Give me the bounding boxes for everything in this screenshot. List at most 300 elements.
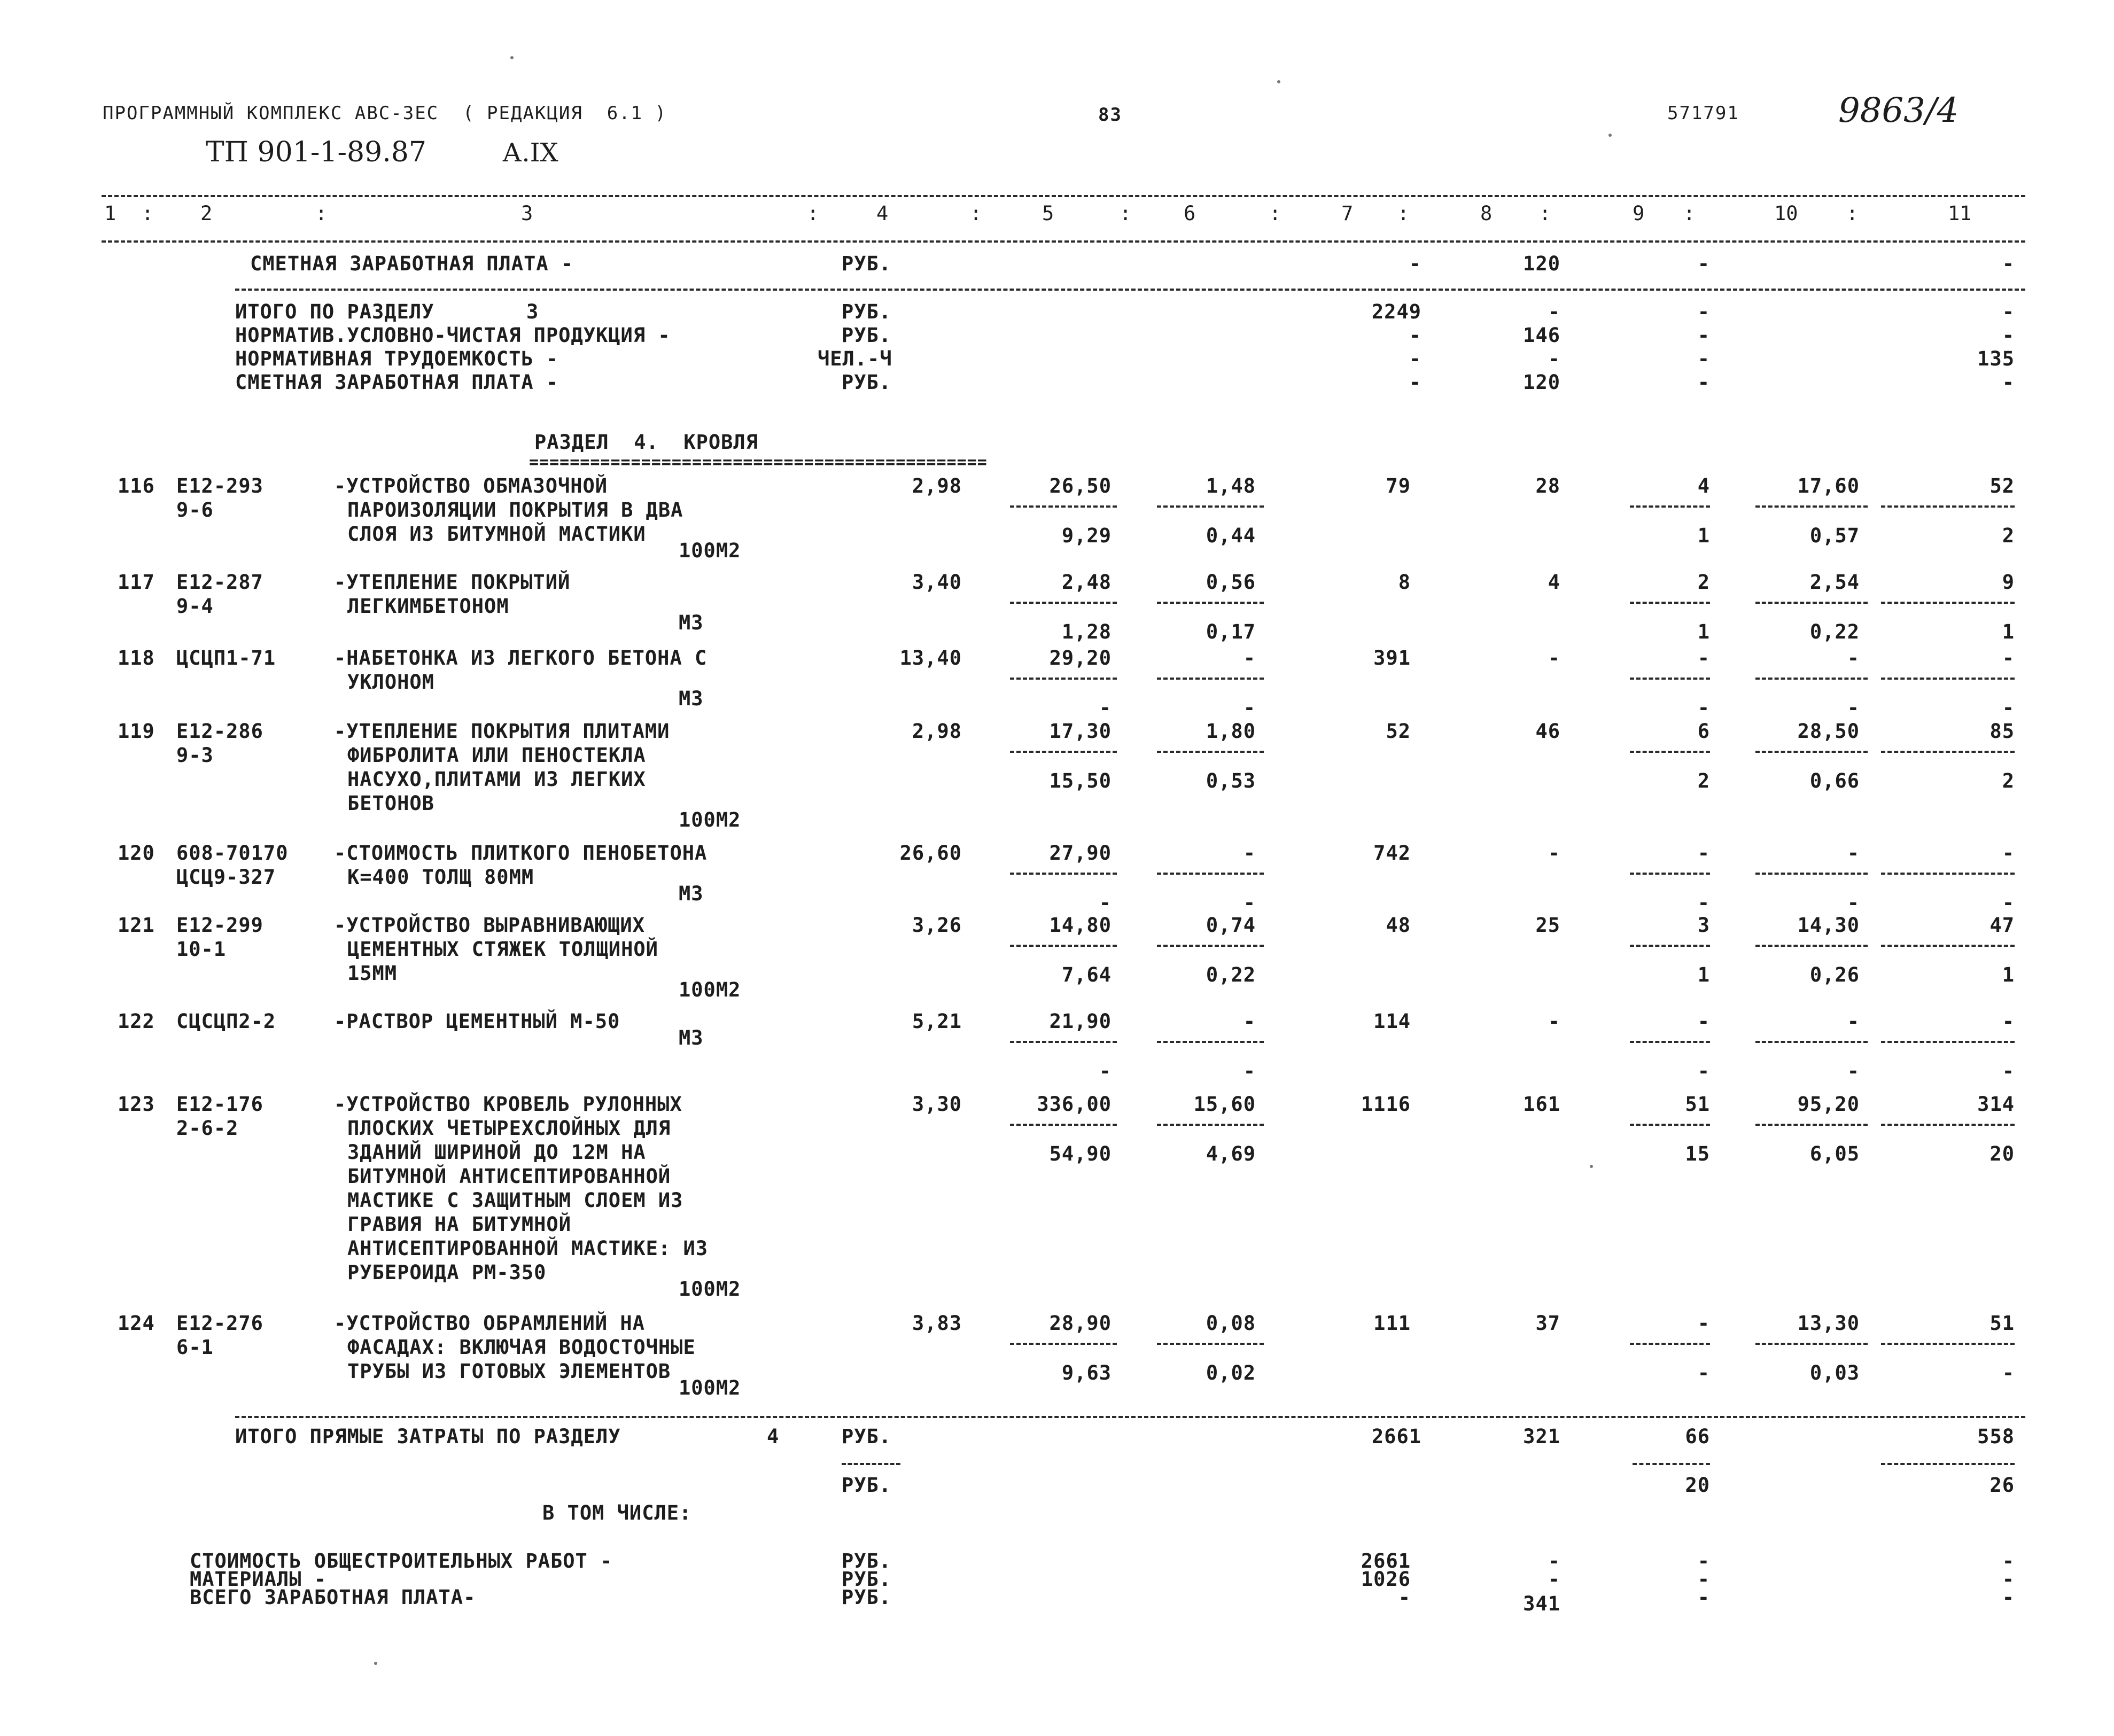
prev-row-label: СМЕТНАЯ ЗАРАБОТНАЯ ПЛАТА - — [235, 371, 559, 394]
item-code-2: 6-1 — [176, 1336, 214, 1359]
item-c7: 391 — [1373, 647, 1411, 670]
item-code: Е12-286 — [176, 720, 263, 743]
total-row-unit: РУБ. — [842, 1550, 892, 1572]
item-description-line: ГРАВИЯ НА БИТУМНОЙ — [347, 1213, 571, 1236]
item-c8: - — [1548, 647, 1560, 670]
column-separator: : — [1269, 202, 1281, 225]
section-title-underline: ============================================= — [529, 453, 988, 472]
item-divider — [1755, 678, 1868, 680]
direct-total-c11: 558 — [1977, 1425, 2015, 1448]
item-c11-wage: - — [2002, 696, 2015, 719]
total-row-c9: - — [1697, 1586, 1710, 1609]
item-code: Е12-299 — [176, 914, 263, 937]
column-number: 2 — [200, 202, 213, 225]
prev-total-c11: - — [2002, 300, 2015, 323]
prev-row-label: НОРМАТИВНАЯ ТРУДОЕМКОСТЬ - — [235, 347, 559, 370]
item-unit: М3 — [679, 611, 704, 634]
item-divider — [1157, 505, 1264, 508]
item-description-line: -НАБЕТОНКА ИЗ ЛЕГКОГО БЕТОНА С — [334, 647, 708, 670]
item-divider — [1157, 602, 1264, 604]
item-description-line: -УСТРОЙСТВО КРОВЕЛЬ РУЛОННЫХ — [334, 1093, 682, 1116]
item-description-line: 15ММ — [347, 962, 398, 985]
item-description-line: ПАРОИЗОЛЯЦИИ ПОКРЫТИЯ В ДВА — [347, 499, 683, 521]
item-c10: 95,20 — [1797, 1093, 1860, 1116]
item-divider — [1157, 1124, 1264, 1126]
item-c8: 28 — [1535, 474, 1560, 497]
item-c6: - — [1243, 842, 1256, 865]
item-number: 116 — [118, 474, 155, 497]
prev-row-unit: РУБ. — [842, 371, 892, 394]
prev-row-unit: РУБ. — [842, 324, 892, 347]
item-c5-wage: 54,90 — [1049, 1142, 1112, 1165]
item-c11-wage: 20 — [1989, 1142, 2015, 1165]
scan-speck — [374, 1662, 377, 1665]
item-c10: 14,30 — [1797, 914, 1860, 937]
item-c4: 2,98 — [912, 474, 962, 497]
item-c11-wage: - — [2002, 1361, 2015, 1384]
prev-row-c7: - — [1409, 371, 1421, 394]
item-code-2: ЦСЦ9-327 — [176, 866, 276, 889]
item-description-line: НАСУХО,ПЛИТАМИ ИЗ ЛЕГКИХ — [347, 768, 646, 791]
item-c10-wage: 0,22 — [1809, 620, 1860, 643]
item-divider — [1755, 873, 1868, 875]
item-c6-wage: 0,17 — [1206, 620, 1256, 643]
item-divider — [1755, 945, 1868, 947]
item-c5: 27,90 — [1049, 842, 1112, 865]
prev-row-c11: - — [2002, 324, 2015, 347]
including-label: В ТОМ ЧИСЛЕ: — [542, 1501, 692, 1524]
item-c6: 0,56 — [1206, 571, 1256, 594]
direct-total-label: ИТОГО ПРЯМЫЕ ЗАТРАТЫ ПО РАЗДЕЛУ — [235, 1425, 621, 1448]
totals-rule — [235, 1416, 2025, 1418]
project-code: ТП 901-1-89.87 — [206, 136, 426, 168]
item-code: 608-70170 — [176, 842, 289, 865]
item-c9: - — [1697, 647, 1710, 670]
item-c11-wage: 2 — [2002, 769, 2015, 792]
prev-section-rule — [235, 289, 2025, 291]
item-c10-wage: 0,26 — [1809, 963, 1860, 986]
item-c7: 1116 — [1361, 1093, 1411, 1116]
item-code-2: 9-3 — [176, 744, 214, 767]
item-c4: 26,60 — [899, 842, 962, 865]
item-divider — [1630, 873, 1710, 875]
item-c5: 29,20 — [1049, 647, 1112, 670]
column-separator: : — [315, 202, 328, 225]
direct-total-subrule-c9 — [1633, 1463, 1710, 1465]
prev-row-c8: 120 — [1523, 371, 1560, 394]
item-c5-wage: 1,28 — [1061, 620, 1112, 643]
item-c8: 37 — [1535, 1312, 1560, 1335]
item-c6: - — [1243, 1010, 1256, 1033]
column-number: 4 — [876, 202, 889, 225]
prev-row-label: НОРМАТИВ.УСЛОВНО-ЧИСТАЯ ПРОДУКЦИЯ - — [235, 324, 671, 347]
prev-total-unit: РУБ. — [842, 300, 892, 323]
item-c5-wage: - — [1099, 891, 1112, 914]
total-row-c7: 1026 — [1361, 1568, 1411, 1591]
item-c11-wage: 2 — [2002, 524, 2015, 547]
column-number: 11 — [1948, 202, 1972, 225]
item-code-2: 2-6-2 — [176, 1117, 239, 1140]
item-description-line: ФАСАДАХ: ВКЛЮЧАЯ ВОДОСТОЧНЫЕ — [347, 1336, 696, 1359]
item-c10-wage: - — [1847, 696, 1860, 719]
item-c4: 13,40 — [899, 647, 962, 670]
total-row-c8: 341 — [1523, 1592, 1560, 1615]
item-divider — [1157, 1343, 1264, 1345]
item-c5: 14,80 — [1049, 914, 1112, 937]
item-description-line: -УСТРОЙСТВО ВЫРАВНИВАЮЩИХ — [334, 914, 645, 937]
item-unit: М3 — [679, 1026, 704, 1049]
item-c11: 52 — [1989, 474, 2015, 497]
item-c5-wage: 7,64 — [1061, 963, 1112, 986]
column-separator: : — [807, 202, 819, 225]
prev-total-c7: 2249 — [1371, 300, 1421, 323]
item-c9: - — [1697, 842, 1710, 865]
item-c5: 26,50 — [1049, 474, 1112, 497]
item-c11: 47 — [1989, 914, 2015, 937]
item-c11: 9 — [2002, 571, 2015, 594]
direct-total-c9b: 20 — [1685, 1474, 1710, 1497]
prev-wage-c11: - — [2002, 252, 2015, 275]
item-c9-wage: - — [1697, 891, 1710, 914]
archive-number: 9863/4 — [1838, 91, 1959, 130]
item-divider — [1157, 945, 1264, 947]
direct-total-subrule-c11 — [1881, 1463, 2015, 1465]
total-row-label: СТОИМОСТЬ ОБЩЕСТРОИТЕЛЬНЫХ РАБОТ - — [190, 1550, 613, 1572]
item-divider — [1630, 1041, 1710, 1043]
item-divider — [1010, 678, 1117, 680]
prev-row-c11: 135 — [1977, 347, 2015, 370]
header-rule-top — [102, 195, 2025, 197]
item-divider — [1010, 1343, 1117, 1345]
item-c4: 3,26 — [912, 914, 962, 937]
item-c6: 0,08 — [1206, 1312, 1256, 1335]
item-c8: 4 — [1548, 571, 1560, 594]
column-number: 10 — [1774, 202, 1798, 225]
direct-total-unit-b: РУБ. — [842, 1474, 892, 1497]
item-number: 118 — [118, 647, 155, 670]
item-divider — [1881, 751, 2015, 753]
scan-speck — [510, 56, 514, 59]
item-divider — [1157, 678, 1264, 680]
item-c11: - — [2002, 647, 2015, 670]
item-c10: 17,60 — [1797, 474, 1860, 497]
total-row-c7: 2661 — [1361, 1550, 1411, 1572]
item-c7: 48 — [1386, 914, 1411, 937]
item-c10: 28,50 — [1797, 720, 1860, 743]
item-divider — [1755, 751, 1868, 753]
total-row-c11: - — [2002, 1568, 2015, 1591]
total-row-label: ВСЕГО ЗАРАБОТНАЯ ПЛАТА- — [190, 1586, 476, 1609]
item-divider — [1881, 945, 2015, 947]
total-row-unit: РУБ. — [842, 1568, 892, 1591]
item-description-line: -УСТРОЙСТВО ОБМАЗОЧНОЙ — [334, 474, 608, 497]
item-c11-wage: 1 — [2002, 963, 2015, 986]
total-row-c9: - — [1697, 1568, 1710, 1591]
total-row-c7: - — [1398, 1586, 1411, 1609]
item-c6-wage: 0,02 — [1206, 1361, 1256, 1384]
item-c6-wage: 0,22 — [1206, 963, 1256, 986]
item-c8: - — [1548, 842, 1560, 865]
scan-speck — [1608, 134, 1612, 137]
item-description-line: ЛЕГКИМБЕТОНОМ — [347, 595, 509, 618]
item-number: 117 — [118, 571, 155, 594]
item-c9-wage: 2 — [1697, 769, 1710, 792]
item-code: Е12-276 — [176, 1312, 263, 1335]
prev-row-c9: - — [1697, 324, 1710, 347]
item-divider — [1630, 505, 1710, 508]
item-c10-wage: 0,03 — [1809, 1361, 1860, 1384]
item-c11-wage: - — [2002, 891, 2015, 914]
item-unit: М3 — [679, 882, 704, 905]
item-divider — [1630, 602, 1710, 604]
item-c10: - — [1847, 1010, 1860, 1033]
prev-wage-c9: - — [1697, 252, 1710, 275]
item-divider — [1881, 1041, 2015, 1043]
item-c10-wage: 6,05 — [1809, 1142, 1860, 1165]
item-description-line: СЛОЯ ИЗ БИТУМНОЙ МАСТИКИ — [347, 523, 646, 546]
prev-wage-c8: 120 — [1523, 252, 1560, 275]
item-description-line: БИТУМНОЙ АНТИСЕПТИРОВАННОЙ — [347, 1165, 671, 1188]
item-c8: 161 — [1523, 1093, 1560, 1116]
item-c9-wage: 1 — [1697, 620, 1710, 643]
item-c7: 114 — [1373, 1010, 1411, 1033]
item-c9-wage: 15 — [1685, 1142, 1710, 1165]
item-divider — [1630, 1343, 1710, 1345]
item-description-line: -УТЕПЛЕНИЕ ПОКРЫТИЙ — [334, 571, 571, 594]
item-c7: 742 — [1373, 842, 1411, 865]
item-c5: 28,90 — [1049, 1312, 1112, 1335]
item-divider — [1157, 1041, 1264, 1043]
item-code-2: 9-6 — [176, 499, 214, 521]
item-c9-wage: - — [1697, 1060, 1710, 1083]
item-c9: 3 — [1697, 914, 1710, 937]
direct-total-c8: 321 — [1523, 1425, 1560, 1448]
item-c9: 4 — [1697, 474, 1710, 497]
item-unit: М3 — [679, 687, 704, 710]
item-c10: 2,54 — [1809, 571, 1860, 594]
direct-total-c7: 2661 — [1371, 1425, 1421, 1448]
item-description-line: ЗДАНИЙ ШИРИНОЙ ДО 12М НА — [347, 1141, 646, 1164]
item-c6-wage: - — [1243, 891, 1256, 914]
direct-total-unit: РУБ. — [842, 1425, 892, 1448]
column-number: 6 — [1184, 202, 1196, 225]
item-c11: 51 — [1989, 1312, 2015, 1335]
program-header: ПРОГРАММНЫЙ КОМПЛЕКС АВС-3ЕС ( РЕДАКЦИЯ 6.1 ) — [103, 103, 667, 124]
item-c9-wage: - — [1697, 1361, 1710, 1384]
item-description-line: ПЛОСКИХ ЧЕТЫРЕХСЛОЙНЫХ ДЛЯ — [347, 1117, 671, 1140]
prev-total-c8: - — [1548, 300, 1560, 323]
prev-total-label: ИТОГО ПО РАЗДЕЛУ — [235, 300, 434, 323]
item-description-line: МАСТИКЕ С ЗАЩИТНЫМ СЛОЕМ ИЗ — [347, 1189, 683, 1212]
album-number: А.IX — [502, 138, 558, 168]
item-divider — [1010, 945, 1117, 947]
prev-wage-label: СМЕТНАЯ ЗАРАБОТНАЯ ПЛАТА - — [250, 252, 574, 275]
item-divider — [1010, 751, 1117, 753]
prev-row-c8: 146 — [1523, 324, 1560, 347]
column-separator: : — [1846, 202, 1859, 225]
item-divider — [1881, 1124, 2015, 1126]
item-divider — [1010, 602, 1117, 604]
item-code: Е12-176 — [176, 1093, 263, 1116]
item-c5-wage: 9,29 — [1061, 524, 1112, 547]
item-divider — [1630, 945, 1710, 947]
item-c6-wage: 0,44 — [1206, 524, 1256, 547]
column-separator: : — [1539, 202, 1551, 225]
total-row-label: МАТЕРИАЛЫ - — [190, 1568, 327, 1591]
item-divider — [1157, 873, 1264, 875]
column-number: 9 — [1633, 202, 1645, 225]
item-c9-wage: - — [1697, 696, 1710, 719]
item-c4: 5,21 — [912, 1010, 962, 1033]
item-description-line: АНТИСЕПТИРОВАННОЙ МАСТИКЕ: ИЗ — [347, 1237, 709, 1260]
item-c9: 6 — [1697, 720, 1710, 743]
item-c4: 3,40 — [912, 571, 962, 594]
item-description-line: -РАСТВОР ЦЕМЕНТНЫЙ М-50 — [334, 1010, 620, 1033]
item-description-line: К=400 ТОЛЩ 80ММ — [347, 866, 534, 889]
item-description-line: -УСТРОЙСТВО ОБРАМЛЕНИЙ НА — [334, 1312, 645, 1335]
item-divider — [1010, 505, 1117, 508]
prev-total-num: 3 — [526, 300, 539, 323]
column-number: 8 — [1480, 202, 1493, 225]
item-c9: - — [1697, 1312, 1710, 1335]
item-number: 119 — [118, 720, 155, 743]
item-c6-wage: 4,69 — [1206, 1142, 1256, 1165]
item-c5: 2,48 — [1061, 571, 1112, 594]
item-c9: - — [1697, 1010, 1710, 1033]
item-divider — [1010, 873, 1117, 875]
item-divider — [1881, 873, 2015, 875]
item-divider — [1755, 1124, 1868, 1126]
item-description-line: РУБЕРОИДА РМ-350 — [347, 1261, 547, 1284]
item-c11-wage: 1 — [2002, 620, 2015, 643]
item-description-line: -УТЕПЛЕНИЕ ПОКРЫТИЯ ПЛИТАМИ — [334, 720, 670, 743]
item-c11: - — [2002, 842, 2015, 865]
item-code-2: 10-1 — [176, 938, 227, 961]
item-c5: 21,90 — [1049, 1010, 1112, 1033]
total-row-c8: - — [1548, 1550, 1560, 1572]
item-code: ЦСЦП1-71 — [176, 647, 276, 670]
scan-speck — [1277, 80, 1280, 83]
column-separator: : — [970, 202, 982, 225]
item-divider — [1755, 1041, 1868, 1043]
total-row-c11: - — [2002, 1550, 2015, 1572]
item-c11: 314 — [1977, 1093, 2015, 1116]
item-divider — [1881, 505, 2015, 508]
item-c10: - — [1847, 842, 1860, 865]
column-number: 1 — [104, 202, 116, 225]
item-description-line: ФИБРОЛИТА ИЛИ ПЕНОСТЕКЛА — [347, 744, 646, 767]
header-rule-bottom — [102, 240, 2025, 243]
item-code-2: 9-4 — [176, 595, 214, 618]
item-c9-wage: 1 — [1697, 524, 1710, 547]
total-row-c9: - — [1697, 1550, 1710, 1572]
item-c6: 0,74 — [1206, 914, 1256, 937]
item-c8: 46 — [1535, 720, 1560, 743]
item-divider — [1010, 1041, 1117, 1043]
item-divider — [1630, 751, 1710, 753]
prev-row-c8: - — [1548, 347, 1560, 370]
item-c7: 79 — [1386, 474, 1411, 497]
item-c5-wage: 15,50 — [1049, 769, 1112, 792]
item-unit: 100М2 — [679, 539, 741, 562]
column-separator: : — [1397, 202, 1410, 225]
prev-row-c7: - — [1409, 324, 1421, 347]
total-row-c8: - — [1548, 1568, 1560, 1591]
direct-total-c9: 66 — [1685, 1425, 1710, 1448]
item-c11: 85 — [1989, 720, 2015, 743]
item-c5-wage: - — [1099, 696, 1112, 719]
item-code: Е12-293 — [176, 474, 263, 497]
page-number: 83 — [1098, 104, 1122, 126]
item-c6: 15,60 — [1193, 1093, 1256, 1116]
scan-speck — [1590, 1165, 1593, 1168]
item-code: СЦСЦП2-2 — [176, 1010, 276, 1033]
item-unit: 100М2 — [679, 978, 741, 1001]
item-c8: - — [1548, 1010, 1560, 1033]
item-divider — [1755, 602, 1868, 604]
item-c4: 3,83 — [912, 1312, 962, 1335]
item-divider — [1881, 678, 2015, 680]
item-c8: 25 — [1535, 914, 1560, 937]
item-description-line: БЕТОНОВ — [347, 792, 434, 815]
item-c10-wage: - — [1847, 1060, 1860, 1083]
item-c7: 8 — [1398, 571, 1411, 594]
item-number: 120 — [118, 842, 155, 865]
item-description-line: -СТОИМОСТЬ ПЛИТКОГО ПЕНОБЕТОНА — [334, 842, 708, 865]
item-divider — [1157, 751, 1264, 753]
prev-wage-unit: РУБ. — [842, 252, 892, 275]
item-c6-wage: 0,53 — [1206, 769, 1256, 792]
item-description-line: ТРУБЫ ИЗ ГОТОВЫХ ЭЛЕМЕНТОВ — [347, 1360, 671, 1383]
item-c6-wage: - — [1243, 1060, 1256, 1083]
item-c6-wage: - — [1243, 696, 1256, 719]
item-divider — [1010, 1124, 1117, 1126]
total-row-unit: РУБ. — [842, 1586, 892, 1609]
prev-row-c7: - — [1409, 347, 1421, 370]
item-c6: 1,80 — [1206, 720, 1256, 743]
item-description-line: УКЛОНОМ — [347, 671, 434, 694]
item-divider — [1755, 505, 1868, 508]
total-row-c11: - — [2002, 1586, 2015, 1609]
column-separator: : — [142, 202, 154, 225]
item-unit: 100М2 — [679, 1278, 741, 1301]
item-number: 123 — [118, 1093, 155, 1116]
direct-total-num: 4 — [767, 1425, 780, 1448]
item-c10: 13,30 — [1797, 1312, 1860, 1335]
item-c11: - — [2002, 1010, 2015, 1033]
section-title: РАЗДЕЛ 4. КРОВЛЯ — [534, 431, 758, 454]
item-c5: 336,00 — [1037, 1093, 1112, 1116]
item-divider — [1630, 1124, 1710, 1126]
item-c9: 2 — [1697, 571, 1710, 594]
item-c9: 51 — [1685, 1093, 1710, 1116]
item-unit: 100М2 — [679, 808, 741, 831]
item-c9-wage: 1 — [1697, 963, 1710, 986]
item-unit: 100М2 — [679, 1376, 741, 1399]
column-number: 7 — [1341, 202, 1354, 225]
prev-wage-c7: - — [1409, 252, 1421, 275]
doc-code: 571791 — [1667, 103, 1739, 124]
item-number: 121 — [118, 914, 155, 937]
item-c5: 17,30 — [1049, 720, 1112, 743]
prev-row-c9: - — [1697, 347, 1710, 370]
item-code: Е12-287 — [176, 571, 263, 594]
item-c5-wage: - — [1099, 1060, 1112, 1083]
prev-row-unit: ЧЕЛ.-Ч — [818, 347, 892, 370]
item-c5-wage: 9,63 — [1061, 1361, 1112, 1384]
item-description-line: ЦЕМЕНТНЫХ СТЯЖЕК ТОЛЩИНОЙ — [347, 938, 658, 961]
column-number: 3 — [521, 202, 533, 225]
